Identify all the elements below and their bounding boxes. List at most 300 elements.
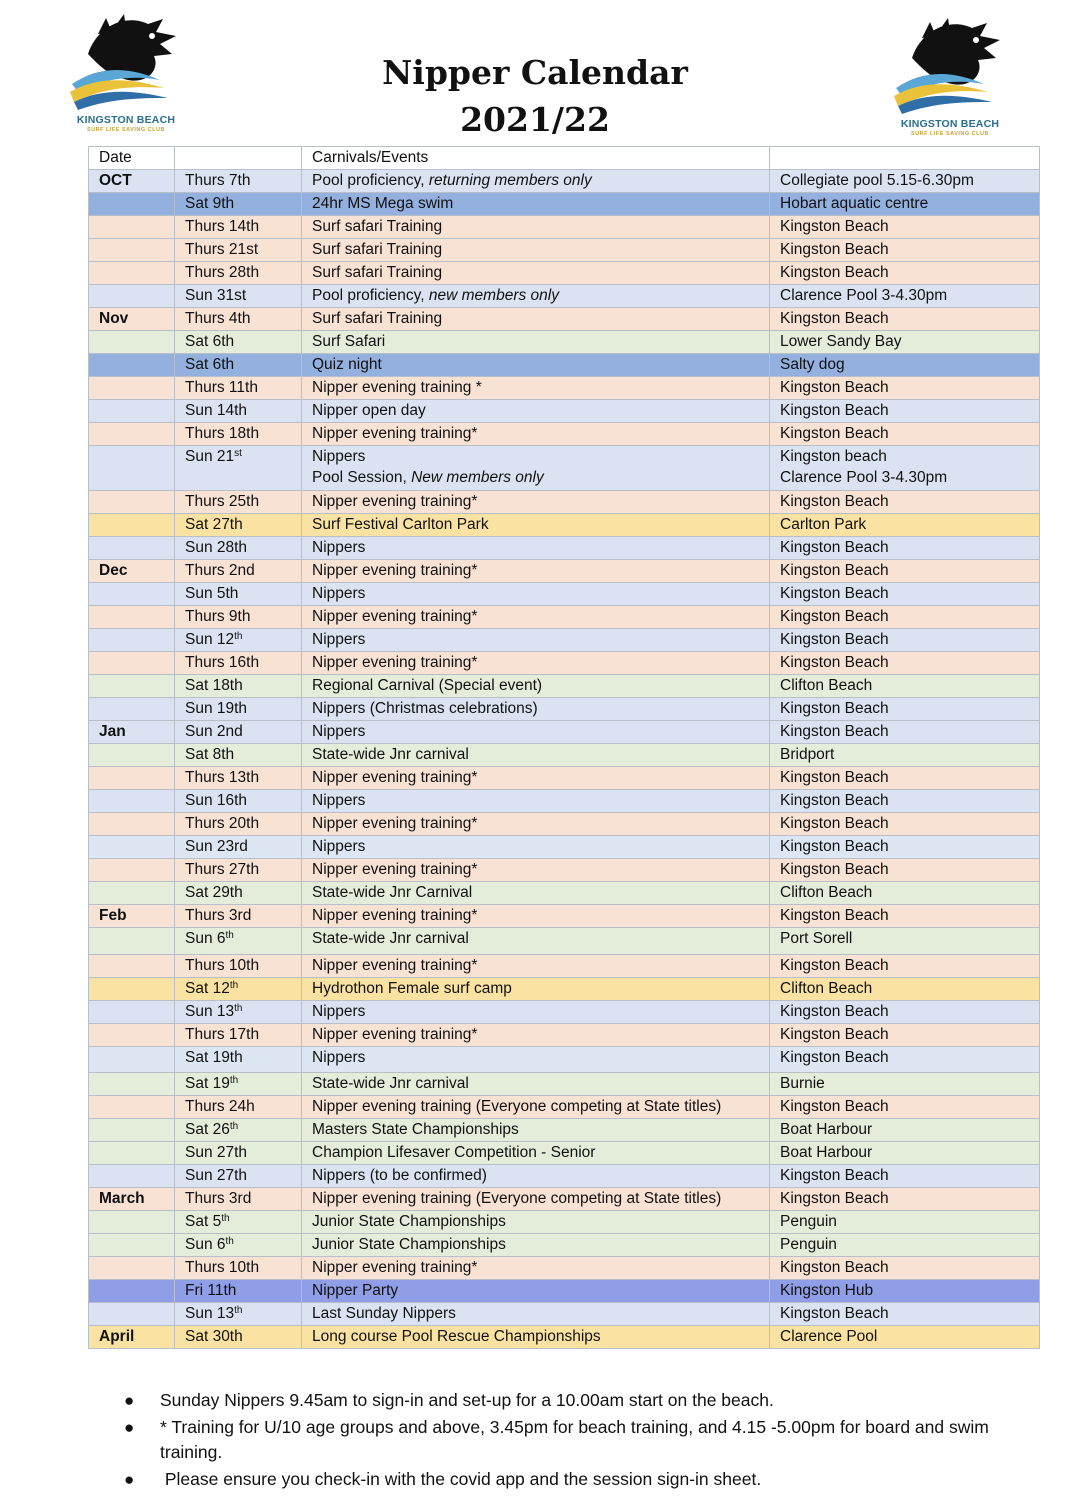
location-label: Kingston Beach [780, 838, 889, 855]
day-label: Sat 6th [185, 356, 235, 373]
day-suffix: th [225, 930, 234, 941]
day-label: Sun 13 [185, 1305, 235, 1322]
location-label: Salty dog [780, 356, 845, 373]
event-cell [302, 537, 770, 560]
event-cell [302, 767, 770, 790]
day-suffix: th [234, 1003, 243, 1014]
month-label: Jan [99, 723, 126, 740]
event-label: Long course Pool Rescue Championships [312, 1328, 601, 1345]
day-suffix: th [229, 1121, 239, 1132]
event-label: 24hr MS Mega swim [312, 195, 454, 212]
table-row [89, 239, 1040, 262]
location-cell [770, 193, 1040, 216]
location-cell [770, 446, 1040, 491]
location-cell [770, 928, 1040, 955]
event-cell [302, 1211, 770, 1234]
event-label: Nipper evening training* [312, 654, 478, 671]
day-label: Thurs 20th [185, 815, 260, 832]
day-label: Thurs 14th [185, 218, 260, 235]
month-cell [89, 1257, 175, 1280]
event-cell [302, 1303, 770, 1326]
day-cell [175, 354, 302, 377]
event-label: State-wide Jnr carnival [312, 930, 469, 947]
event-cell [302, 331, 770, 354]
event-cell [302, 675, 770, 698]
note-item [120, 1467, 1000, 1492]
event-cell [302, 400, 770, 423]
day-cell [175, 1234, 302, 1257]
table-row [89, 859, 1040, 882]
table-row [89, 423, 1040, 446]
location-cell [770, 583, 1040, 606]
table-row [89, 331, 1040, 354]
day-label: Sun 12 [185, 631, 235, 648]
location-cell [770, 882, 1040, 905]
logo-subtext: SURF LIFE SAVING CLUB [911, 131, 989, 137]
location-cell [770, 1188, 1040, 1211]
day-suffix: st [234, 448, 242, 459]
event-cell [302, 285, 770, 308]
month-cell [89, 1280, 175, 1303]
month-cell [89, 1326, 175, 1349]
table-row [89, 1280, 1040, 1303]
table-row [89, 629, 1040, 652]
location-cell [770, 1096, 1040, 1119]
day-label: Sun 21 [185, 448, 235, 465]
day-suffix: th [221, 1213, 230, 1224]
day-label: Sat 19 [185, 1075, 230, 1092]
month-cell [89, 1024, 175, 1047]
day-cell [175, 905, 302, 928]
location-cell [770, 514, 1040, 537]
month-cell [89, 1165, 175, 1188]
day-cell [175, 423, 302, 446]
day-label: Sat 6th [185, 333, 235, 350]
table-row [89, 514, 1040, 537]
month-cell [89, 216, 175, 239]
day-label: Thurs 21st [185, 241, 259, 258]
event-cell [302, 978, 770, 1001]
event-label: Nippers (to be confirmed) [312, 1167, 487, 1184]
location-cell [770, 675, 1040, 698]
day-cell [175, 1188, 302, 1211]
day-cell [175, 698, 302, 721]
month-cell [89, 1073, 175, 1096]
event-label: State-wide Jnr carnival [312, 1075, 469, 1092]
table-row [89, 1047, 1040, 1073]
event-label: Nippers [312, 448, 366, 465]
location-label: Boat Harbour [780, 1144, 873, 1161]
day-cell [175, 1257, 302, 1280]
event-note: new members only [428, 287, 559, 304]
event-label: Nipper evening training (Everyone competing at State titles) [312, 1098, 722, 1115]
location-cell [770, 170, 1040, 193]
month-cell [89, 978, 175, 1001]
event-label: Nipper Party [312, 1282, 399, 1299]
event-note: returning members only [428, 172, 592, 189]
location-label: Carlton Park [780, 516, 867, 533]
table-row [89, 1073, 1040, 1096]
event-label: Nippers [312, 838, 366, 855]
event-cell [302, 239, 770, 262]
location-label: Kingston Beach [780, 1098, 889, 1115]
month-cell [89, 1001, 175, 1024]
event-label: Nippers [312, 792, 366, 809]
location-cell [770, 767, 1040, 790]
location-label: Kingston Beach [780, 1026, 889, 1043]
day-label: Thurs 2nd [185, 562, 255, 579]
month-cell [89, 400, 175, 423]
event-label: Nipper evening training* [312, 957, 478, 974]
location-label: Kingston Beach [780, 1259, 889, 1276]
location-cell [770, 1047, 1040, 1073]
notes-list [120, 1388, 1000, 1494]
day-label: Sat 12 [185, 980, 230, 997]
month-cell [89, 813, 175, 836]
event-cell [302, 1096, 770, 1119]
month-cell [89, 1188, 175, 1211]
table-row [89, 1142, 1040, 1165]
day-cell [175, 1047, 302, 1073]
event-label: Junior State Championships [312, 1236, 506, 1253]
month-label: Feb [99, 907, 127, 924]
day-label: Sun 19th [185, 700, 248, 717]
event-label: Nipper evening training (Everyone competing at State titles) [312, 1190, 722, 1207]
location-cell [770, 239, 1040, 262]
day-label: Sun 27th [185, 1144, 248, 1161]
location-label: Kingston Beach [780, 1167, 889, 1184]
location-label: Kingston Beach [780, 493, 889, 510]
location-label: Port Sorell [780, 930, 853, 947]
month-label: Nov [99, 310, 129, 327]
day-cell [175, 1001, 302, 1024]
club-logo-right [892, 18, 1008, 140]
month-cell [89, 1096, 175, 1119]
day-cell [175, 1326, 302, 1349]
day-label: Sat 18th [185, 677, 243, 694]
month-cell [89, 836, 175, 859]
event-label: Nippers [312, 1049, 366, 1066]
location-cell [770, 721, 1040, 744]
day-cell [175, 1096, 302, 1119]
event-cell [302, 216, 770, 239]
month-cell [89, 606, 175, 629]
event-label: Surf Safari [312, 333, 386, 350]
event-cell [302, 193, 770, 216]
day-label: Fri 11th [185, 1282, 237, 1299]
day-label: Sun 6 [185, 1236, 226, 1253]
day-cell [175, 928, 302, 955]
event-cell [302, 905, 770, 928]
day-cell [175, 767, 302, 790]
event-cell [302, 955, 770, 978]
location-label: Collegiate pool 5.15-6.30pm [780, 172, 974, 189]
location-label: Clarence Pool [780, 1328, 878, 1345]
table-row [89, 744, 1040, 767]
location-cell [770, 652, 1040, 675]
event-label: Pool proficiency, [312, 287, 429, 304]
event-note: New members only [411, 469, 544, 486]
event-cell [302, 744, 770, 767]
location-label: Kingston Beach [780, 654, 889, 671]
table-row [89, 354, 1040, 377]
table-row [89, 308, 1040, 331]
event-cell [302, 1257, 770, 1280]
table-row [89, 1211, 1040, 1234]
location-cell [770, 1211, 1040, 1234]
month-cell [89, 308, 175, 331]
table-row [89, 1001, 1040, 1024]
event-label: Nipper open day [312, 402, 426, 419]
day-cell [175, 537, 302, 560]
month-cell [89, 354, 175, 377]
event-label: Surf safari Training [312, 264, 443, 281]
location-label: Kingston Beach [780, 264, 889, 281]
day-label: Thurs 7th [185, 172, 251, 189]
location-label: Kingston Beach [780, 241, 889, 258]
location-label: Kingston Beach [780, 1190, 889, 1207]
event-cell [302, 1165, 770, 1188]
month-cell [89, 905, 175, 928]
month-label: March [99, 1190, 145, 1207]
table-row [89, 1234, 1040, 1257]
table-row [89, 978, 1040, 1001]
location-label: Kingston Hub [780, 1282, 874, 1299]
day-suffix: th [229, 1075, 239, 1086]
event-label: Nipper evening training* [312, 493, 478, 510]
note-text: Sunday Nippers 9.45am to sign-in and set-up for a 10.00am start on the beach. [160, 1390, 774, 1410]
table-row [89, 1188, 1040, 1211]
day-cell [175, 1119, 302, 1142]
day-label: Sat 29th [185, 884, 243, 901]
day-cell [175, 1024, 302, 1047]
day-cell [175, 583, 302, 606]
day-cell [175, 560, 302, 583]
event-label: Surf Festival Carlton Park [312, 516, 489, 533]
location-cell [770, 308, 1040, 331]
event-cell [302, 1188, 770, 1211]
day-cell [175, 955, 302, 978]
day-label: Sun 14th [185, 402, 248, 419]
event-label: Nippers [312, 723, 366, 740]
event-cell [302, 514, 770, 537]
location-label: Burnie [780, 1075, 825, 1092]
table-row [89, 193, 1040, 216]
table-row [89, 790, 1040, 813]
month-cell [89, 583, 175, 606]
location-cell [770, 1257, 1040, 1280]
note-item [120, 1388, 1000, 1413]
day-cell [175, 721, 302, 744]
location-label: Bridport [780, 746, 835, 763]
event-cell [302, 491, 770, 514]
table-row [89, 262, 1040, 285]
event-label: Nipper evening training* [312, 1259, 478, 1276]
location-label: Kingston Beach [780, 700, 889, 717]
day-cell [175, 446, 302, 491]
table-row [89, 606, 1040, 629]
location-cell [770, 377, 1040, 400]
event-cell [302, 606, 770, 629]
location-label: Kingston Beach [780, 957, 889, 974]
header-location [770, 147, 1040, 170]
location-cell [770, 537, 1040, 560]
location-cell [770, 1303, 1040, 1326]
event-label: Pool proficiency, [312, 172, 429, 189]
event-label: Nippers [312, 539, 366, 556]
location-cell [770, 216, 1040, 239]
day-cell [175, 514, 302, 537]
event-label: Quiz night [312, 356, 382, 373]
club-logo-left [68, 14, 184, 136]
location-label-secondary: Clarence Pool 3-4.30pm [780, 469, 948, 486]
location-label: Kingston Beach [780, 562, 889, 579]
day-cell [175, 216, 302, 239]
event-label: Nipper evening training* [312, 907, 478, 924]
day-label: Sat 8th [185, 746, 235, 763]
month-cell [89, 928, 175, 955]
logo-subtext: SURF LIFE SAVING CLUB [87, 127, 165, 133]
event-cell [302, 1280, 770, 1303]
day-cell [175, 193, 302, 216]
event-cell [302, 629, 770, 652]
table-row [89, 1303, 1040, 1326]
day-cell [175, 377, 302, 400]
location-cell [770, 354, 1040, 377]
event-cell [302, 1001, 770, 1024]
day-label: Sun 2nd [185, 723, 243, 740]
day-cell [175, 813, 302, 836]
month-cell [89, 652, 175, 675]
table-row [89, 377, 1040, 400]
page-title: Nipper Calendar [382, 53, 688, 92]
table-row [89, 905, 1040, 928]
table-row [89, 675, 1040, 698]
event-cell [302, 1024, 770, 1047]
event-label: Hydrothon Female surf camp [312, 980, 512, 997]
day-label: Sun 13 [185, 1003, 235, 1020]
month-cell [89, 1303, 175, 1326]
month-cell [89, 239, 175, 262]
header-day [175, 147, 302, 170]
day-label: Sat 27th [185, 516, 243, 533]
event-cell [302, 583, 770, 606]
event-cell [302, 882, 770, 905]
location-cell [770, 836, 1040, 859]
day-label: Sun 23rd [185, 838, 248, 855]
location-cell [770, 400, 1040, 423]
table-row [89, 491, 1040, 514]
day-label: Thurs 16th [185, 654, 260, 671]
day-label: Thurs 11th [185, 379, 258, 396]
month-cell [89, 790, 175, 813]
location-cell [770, 744, 1040, 767]
day-cell [175, 239, 302, 262]
table-row [89, 1326, 1040, 1349]
event-cell [302, 652, 770, 675]
event-label: Surf safari Training [312, 218, 443, 235]
location-label: Kingston Beach [780, 402, 889, 419]
event-cell [302, 813, 770, 836]
month-cell [89, 331, 175, 354]
table-row [89, 836, 1040, 859]
month-cell [89, 537, 175, 560]
table-row [89, 285, 1040, 308]
day-cell [175, 675, 302, 698]
day-cell [175, 285, 302, 308]
location-label: Hobart aquatic centre [780, 195, 929, 212]
event-cell [302, 1234, 770, 1257]
day-label: Thurs 24h [185, 1098, 255, 1115]
location-cell [770, 423, 1040, 446]
table-header-row [89, 147, 1040, 170]
month-cell [89, 491, 175, 514]
day-cell [175, 1303, 302, 1326]
month-cell [89, 859, 175, 882]
day-label: Thurs 3rd [185, 907, 252, 924]
location-cell [770, 1165, 1040, 1188]
dragon-logo-icon [68, 14, 184, 114]
location-cell [770, 905, 1040, 928]
calendar-table [88, 146, 1040, 1349]
event-cell [302, 1326, 770, 1349]
location-cell [770, 606, 1040, 629]
location-label: Clifton Beach [780, 980, 873, 997]
table-row [89, 721, 1040, 744]
table-row [89, 928, 1040, 955]
day-label: Sun 28th [185, 539, 248, 556]
day-cell [175, 859, 302, 882]
table-row [89, 882, 1040, 905]
day-cell [175, 1211, 302, 1234]
location-label: Penguin [780, 1213, 837, 1230]
location-cell [770, 560, 1040, 583]
location-label: Kingston Beach [780, 1305, 889, 1322]
event-cell [302, 560, 770, 583]
location-cell [770, 1280, 1040, 1303]
day-label: Thurs 27th [185, 861, 260, 878]
month-cell [89, 1234, 175, 1257]
day-suffix: th [229, 980, 239, 991]
day-label: Sun 5th [185, 585, 239, 602]
table-row [89, 1024, 1040, 1047]
table-row [89, 698, 1040, 721]
event-cell [302, 354, 770, 377]
location-cell [770, 331, 1040, 354]
event-label: Champion Lifesaver Competition - Senior [312, 1144, 596, 1161]
month-cell [89, 721, 175, 744]
day-label: Thurs 17th [185, 1026, 260, 1043]
day-cell [175, 400, 302, 423]
table-row [89, 400, 1040, 423]
month-cell [89, 744, 175, 767]
table-row [89, 537, 1040, 560]
day-suffix: th [234, 631, 243, 642]
location-label: Kingston Beach [780, 425, 889, 442]
event-label: Masters State Championships [312, 1121, 519, 1138]
day-label: Sat 30th [185, 1328, 243, 1345]
event-cell [302, 377, 770, 400]
day-cell [175, 790, 302, 813]
location-cell [770, 1234, 1040, 1257]
event-cell [302, 836, 770, 859]
location-label: Kingston Beach [780, 539, 889, 556]
month-cell [89, 446, 175, 491]
event-cell [302, 1119, 770, 1142]
event-label: Nipper evening training* [312, 769, 478, 786]
event-label: Nipper evening training * [312, 379, 482, 396]
event-cell [302, 928, 770, 955]
